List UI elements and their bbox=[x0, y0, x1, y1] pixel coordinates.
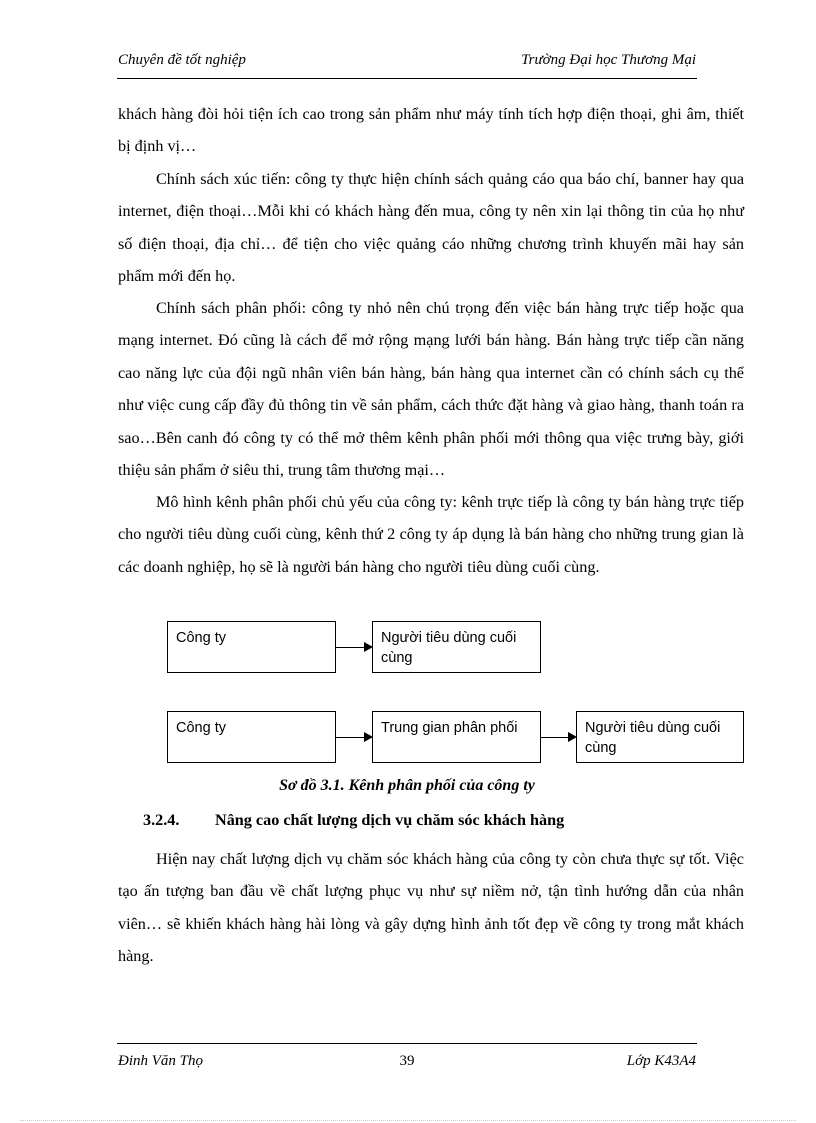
page-edge-dotted-line bbox=[20, 1120, 796, 1121]
section-title: Nâng cao chất lượng dịch vụ chăm sóc khách hàng bbox=[215, 811, 565, 829]
diagram-box-company-1: Công ty bbox=[167, 621, 336, 673]
paragraph-text: Mô hình kênh phân phối chủ yếu của công ty: kênh trực tiếp là công ty bán hàng trực tiếp cho người tiêu dùng cuối cùng, kênh thứ 2 công ty áp dụng là bán hàng cho những trung gian là các doanh nghiệp, họ sẽ là người bán hàng cho người tiêu dùng cuối cùng. bbox=[118, 493, 744, 576]
paragraph-text: Chính sách phân phối: công ty nhỏ nên chú trọng đến việc bán hàng trực tiếp hoặc qua mạng internet. Đó cũng là cách để mở rộng mạng lưới bán hàng. Bán hàng trực tiếp cần năng cao năng lực của đội ngũ nhân viên bán hàng, bán hàng qua internet cần có chính sách cụ thể như việc cung cấp đầy đủ thông tin về sản phẩm, cách thức đặt hàng và giao hàng, thanh toán ra sao…Bên canh đó công ty có thể mở thêm kênh phân phối mới thông qua việc trưng bày, giới thiệu sản phẩm ở siêu thi, trung tâm thương mại… bbox=[118, 299, 744, 480]
paragraph-promotion-policy bbox=[118, 163, 744, 293]
diagram-arrow-line bbox=[541, 737, 568, 738]
paragraph-text: Chính sách xúc tiến: công ty thực hiện chính sách quảng cáo qua báo chí, banner hay qua internet, điện thoại…Mỗi khi có khách hàng đến mua, công ty nên xin lại thông tin của họ như số điện thoại, địa chỉ… để tiện cho việc quảng cáo những chương trình khuyến mãi hay sản phẩm mới đến họ. bbox=[118, 170, 744, 286]
page-header bbox=[118, 52, 696, 74]
section-number: 3.2.4. bbox=[143, 811, 180, 829]
diagram-arrow-line bbox=[336, 737, 364, 738]
paragraph-customer-care bbox=[118, 843, 744, 973]
diagram-arrow-line bbox=[336, 647, 364, 648]
diagram-box-end-consumer-1: Người tiêu dùng cuối cùng bbox=[372, 621, 541, 673]
footer-divider bbox=[117, 1043, 697, 1044]
paragraph-text: khách hàng đòi hỏi tiện ích cao trong sản phẩm như máy tính tích hợp điện thoại, ghi âm, thiết bị định vị… bbox=[118, 105, 744, 156]
header-divider bbox=[117, 78, 697, 79]
footer-author: Đinh Văn Thọ bbox=[118, 1053, 204, 1069]
header-university-name: Trường Đại học Thương Mại bbox=[521, 52, 696, 68]
page-number: 39 bbox=[399, 1053, 415, 1069]
page-footer bbox=[118, 1053, 696, 1075]
section-heading bbox=[143, 811, 564, 830]
paragraph-distribution-policy bbox=[118, 292, 744, 486]
footer-class: Lớp K43A4 bbox=[626, 1053, 696, 1069]
paragraph-distribution-model bbox=[118, 486, 744, 583]
paragraph-text: Hiện nay chất lượng dịch vụ chăm sóc khách hàng của công ty còn chưa thực sự tốt. Việc tạo ấn tượng ban đầu về chất lượng phục vụ như sự niềm nở, tận tình hướng dẫn của nhân viên… sẽ khiến khách hàng hài lòng và gây dựng hình ảnh tốt đẹp về công ty trong mắt khách hàng. bbox=[118, 850, 744, 966]
diagram-box-end-consumer-2: Người tiêu dùng cuối cùng bbox=[576, 711, 744, 763]
diagram-box-intermediary: Trung gian phân phối bbox=[372, 711, 541, 763]
header-document-title: Chuyên đề tốt nghiệp bbox=[118, 52, 246, 68]
paragraph-continuation bbox=[118, 98, 744, 163]
diagram-box-company-2: Công ty bbox=[167, 711, 336, 763]
diagram-caption: Sơ đồ 3.1. Kênh phân phối của công ty bbox=[279, 777, 535, 794]
